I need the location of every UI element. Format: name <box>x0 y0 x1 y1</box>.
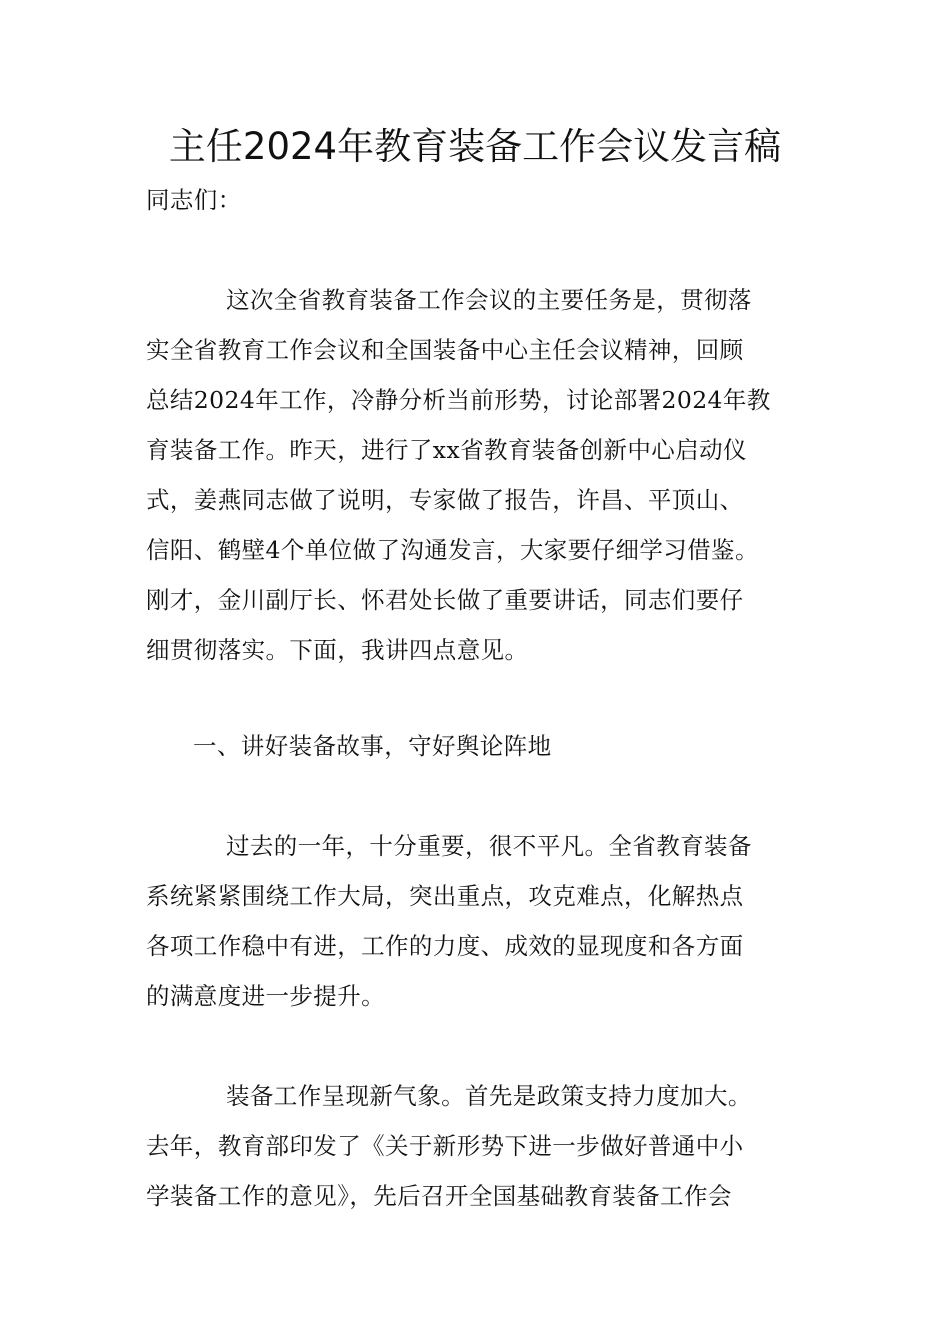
text-line: 信阳、鹤壁4个单位做了沟通发言，大家要仔细学习借鉴。 <box>146 536 759 564</box>
text-line: 刚才，金川副厅长、怀君处长做了重要讲话，同志们要仔 <box>146 586 744 614</box>
document-title: 主任2024年教育装备工作会议发言稿 <box>168 125 782 168</box>
text-line: 系统紧紧围绕工作大局，突出重点，攻克难点，化解热点 <box>146 882 744 910</box>
text-line: 这次全省教育装备工作会议的主要任务是，贯彻落 <box>226 286 752 314</box>
text-line: 总结2024年工作，冷静分析当前形势，讨论部署2024年教 <box>146 386 771 414</box>
text-line: 育装备工作。昨天，进行了xx省教育装备创新中心启动仪 <box>146 436 747 464</box>
text-line: 学装备工作的意见》，先后召开全国基础教育装备工作会 <box>146 1182 732 1210</box>
salutation: 同志们： <box>146 186 242 214</box>
text-line: 装备工作呈现新气象。首先是政策支持力度加大。 <box>226 1082 752 1110</box>
text-line: 式，姜燕同志做了说明，专家做了报告，许昌、平顶山、 <box>146 486 744 514</box>
text-line: 各项工作稳中有进，工作的力度、成效的显现度和各方面 <box>146 932 744 960</box>
text-line: 过去的一年，十分重要，很不平凡。全省教育装备 <box>226 832 752 860</box>
section-heading: 一、讲好装备故事，守好舆论阵地 <box>193 732 552 760</box>
text-line: 实全省教育工作会议和全国装备中心主任会议精神，回顾 <box>146 336 744 364</box>
text-line: 去年，教育部印发了《关于新形势下进一步做好普通中小 <box>146 1132 744 1160</box>
text-line: 的满意度进一步提升。 <box>146 982 385 1010</box>
text-line: 细贯彻落实。下面，我讲四点意见。 <box>146 636 529 664</box>
